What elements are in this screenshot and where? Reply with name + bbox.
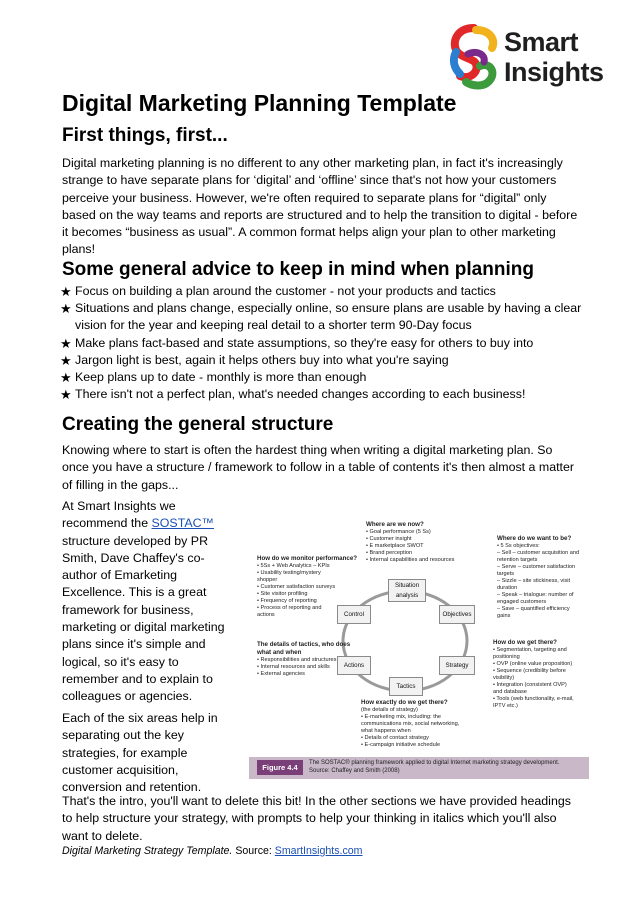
logo-word-smart: Smart bbox=[504, 27, 579, 57]
node-actions: Actions bbox=[337, 656, 371, 675]
node-situation-analysis: Situation analysis bbox=[388, 579, 426, 602]
outro-paragraph: That's the intro, you'll want to delete this bit! In the other sections we have provided headings to help structure your strategy, with prompts to help your thinking in italics which you'll also want to delete. bbox=[62, 794, 571, 843]
section-heading-general-advice: Some general advice to keep in mind when planning bbox=[62, 259, 534, 280]
tactics-details-block: The details of tactics, who does what and when • Responsibilities and structures • Internal resources and skills • External agencies bbox=[257, 641, 351, 677]
footer-source-label: Source: bbox=[232, 845, 275, 857]
section-heading-first-things: First things, first... bbox=[62, 125, 228, 146]
monitor-block: How do we monitor performance? • 5Ss + Web Analytics – KPIs • Usability testing/mystery shopper • Customer satisfaction surveys • Site visitor profiling • Frequency of reporting • Process of reporting and actions bbox=[257, 555, 358, 618]
get-there-block: How do we get there? • Segmentation, targeting and positioning • OVP (online value proposition) • Sequence (credibility before visibility) • Integration (consistent OVP) and database • Tools (web functionality, e-mail, IPTV etc.) bbox=[493, 639, 574, 709]
star-icon: ★ bbox=[60, 335, 72, 351]
star-icon: ★ bbox=[60, 352, 72, 368]
smart-insights-logo bbox=[446, 18, 604, 92]
node-tactics: Tactics bbox=[389, 677, 423, 696]
advice-item: ★ Keep plans up to date - monthly is more than enough bbox=[60, 370, 367, 386]
footer-link[interactable]: SmartInsights.com bbox=[274, 845, 363, 857]
advice-item: ★ Make plans fact-based and state assumptions, so they're easy for others to buy into bbox=[60, 335, 534, 351]
node-strategy: Strategy bbox=[439, 656, 475, 675]
figure-caption-text: The SOSTAC® planning framework applied to digital Internet marketing strategy development. Source: Chaffey and Smith (2008) bbox=[309, 760, 560, 774]
exactly-block: How exactly do we get there? (the details of strategy) • E-marketing mix, including: the communications mix, social networking, what happens when • Details of contact strategy • E-campaign initiative schedule bbox=[361, 699, 460, 748]
footer bbox=[62, 844, 363, 858]
node-objectives: Objectives bbox=[439, 605, 475, 624]
advice-item: ★ Jargon light is best, again it helps others buy into what you're saying bbox=[60, 352, 449, 368]
sostac-paragraph: At Smart Insights we recommend the SOSTAC™ structure developed by PR Smith, Dave Chaffey's co-author of Emarketing Excellence. This is a great framework for business, marketing or digital marketing plans since it's simple and logical, so it's easy to remember and to explain to colleagues or agencies. bbox=[62, 499, 225, 704]
advice-item: ★ Situations and plans change, especially online, so ensure plans are usable by having a clear vision for the year and keeping real detail to a shorter term 90-Day focus bbox=[60, 301, 582, 333]
figure-number: Figure 4.4 bbox=[257, 760, 303, 775]
intro-paragraph: Digital marketing planning is no different to any other marketing plan, in fact it's increasingly strange to have separate plans for ‘digital’ and ‘offline’ since that's not how your customers perceive your business. However, we're often required to separate plans for “digital” only based on the way teams and reports are structured and to help the transition to digital - before it becomes “business as usual”. A common format helps align your plan to other marketing plans! bbox=[62, 156, 578, 257]
where-go-block: Where do we want to be? • 5 Ss objectives: – Sell – customer acquisition and retention targets – Serve – customer satisfaction targets – Sizzle – site stickiness, visit duration – Speak – trialogue: number of engaged customers – Save – quantified efficiency gains bbox=[497, 535, 580, 619]
section-heading-general-structure: Creating the general structure bbox=[62, 414, 334, 435]
logo-word-insights: Insights bbox=[504, 57, 604, 87]
advice-item: ★ Focus on building a plan around the customer - not your products and tactics bbox=[60, 284, 496, 299]
structure-intro-paragraph: Knowing where to start is often the hardest thing when writing a digital marketing plan. So once you have a structure / framework to follow in a table of contents it's then almost a matter of filling in the gaps... bbox=[62, 443, 575, 492]
where-now-block: Where are we now? • Goal performance (5 Ss) • Customer insight • E marketplace SWOT • Brand perception • Internal capabilities and resources bbox=[366, 521, 455, 563]
advice-item: ★ There isn't not a perfect plan, what's needed changes according to each business! bbox=[60, 387, 526, 403]
star-icon: ★ bbox=[60, 370, 72, 386]
sostac-figure bbox=[243, 513, 593, 785]
logo-mark-icon bbox=[446, 24, 502, 90]
star-icon: ★ bbox=[60, 387, 72, 403]
star-icon: ★ bbox=[60, 284, 72, 299]
node-control: Control bbox=[337, 605, 371, 624]
footer-title: Digital Marketing Strategy Template. bbox=[62, 845, 233, 857]
advice-list bbox=[62, 283, 582, 403]
six-areas-paragraph: Each of the six areas help in separating out the key strategies, for example customer acquisition, conversion and retention. bbox=[62, 711, 218, 795]
page-title: Digital Marketing Planning Template bbox=[62, 90, 457, 116]
sostac-link[interactable]: SOSTAC™ bbox=[151, 516, 214, 531]
figure-caption bbox=[249, 757, 589, 779]
star-icon: ★ bbox=[60, 301, 72, 317]
